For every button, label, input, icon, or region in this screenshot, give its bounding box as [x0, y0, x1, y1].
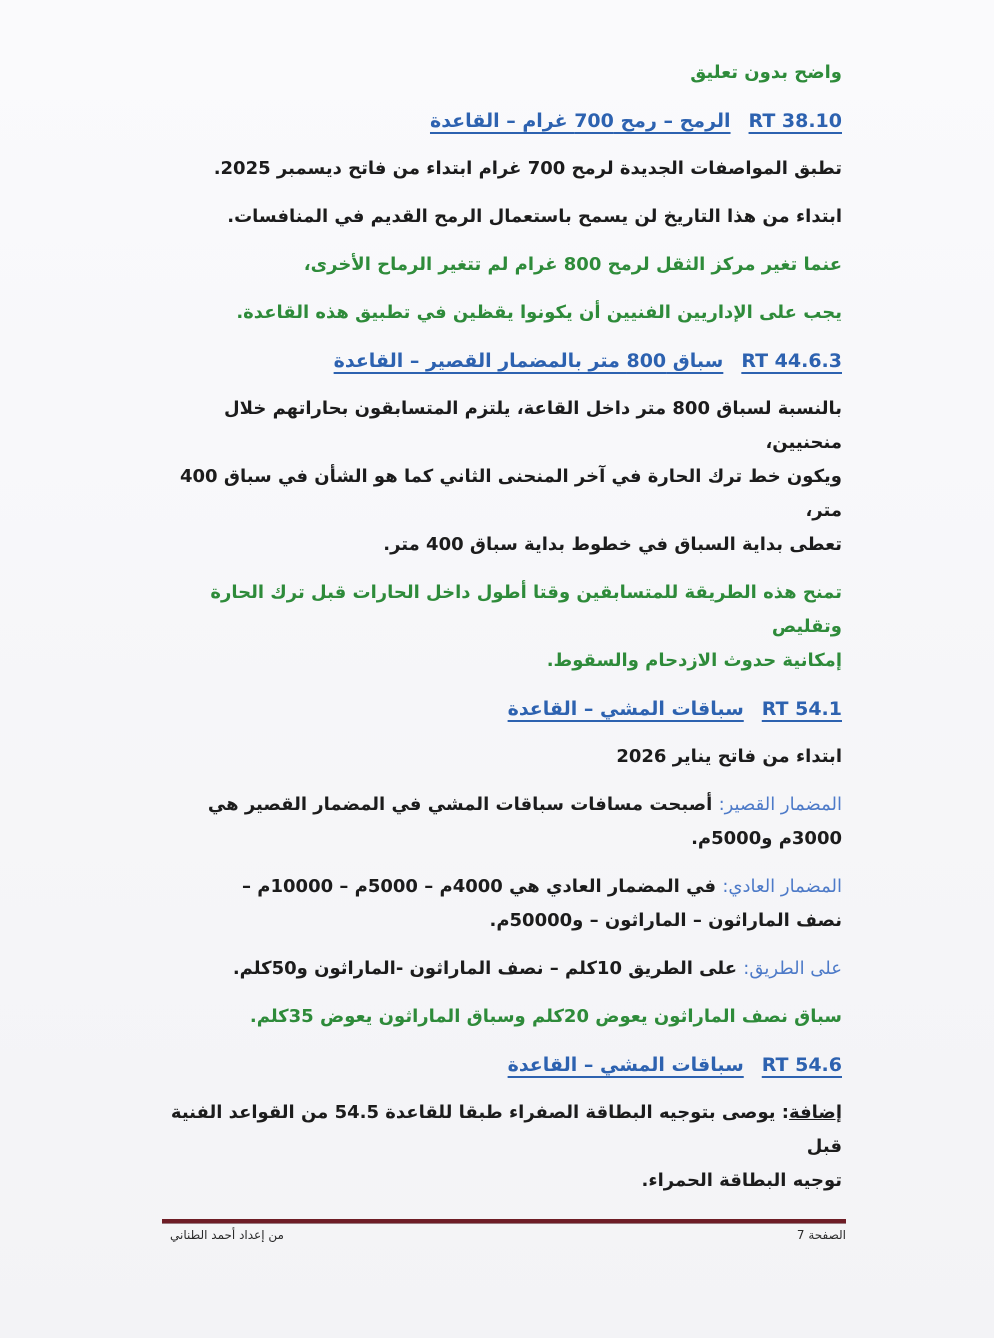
note-line: عنما تغير مركز الثقل لرمح 800 غرام لم تتغير الرماح الأخرى، [303, 254, 842, 275]
heading-title: الرمح – رمح 700 غرام – القاعدة [429, 110, 731, 132]
heading-title: سباق 800 متر بالمضمار القصير – القاعدة [333, 350, 724, 372]
start-date-line: ابتداء من فاتح يناير 2026 [616, 746, 842, 767]
paragraph: تعطى بداية السباق في خطوط بداية سباق 400 متر. [383, 534, 842, 555]
addition-label: إضافة [788, 1102, 842, 1123]
normal-track-line [160, 870, 842, 904]
heading-code: RT 54.1 [761, 698, 842, 720]
note-line: يجب على الإداريين الفنيين أن يكونوا يقظين في تطبيق هذه القاعدة. [236, 302, 842, 323]
author-credit: من إعداد أحمد الطناني [170, 1228, 284, 1242]
heading-code: RT 44.6.3 [741, 350, 842, 372]
normal-track-text: في المضمار العادي هي 4000م – 5000م – 10000م – [242, 876, 717, 897]
section-heading-rt-54-1 [160, 692, 842, 726]
page-footer [162, 1228, 846, 1248]
heading-code: RT 54.6 [761, 1054, 842, 1076]
paragraph: 3000م و5000م. [691, 828, 842, 849]
road-line [160, 952, 842, 986]
note-line: تمنح هذه الطريقة للمتسابقين وقتا أطول داخل الحارات قبل ترك الحارة وتقليص [210, 582, 842, 637]
road-text: على الطريق 10كلم – نصف الماراثون -الماراثون و50كلم. [232, 958, 738, 979]
page-number: الصفحة 7 [796, 1228, 846, 1242]
addition-text: : يوصى بتوجيه البطاقة الصفراء طبقا للقاعدة 54.5 من القواعد الفنية قبل [170, 1102, 842, 1157]
heading-title: سباقات المشي – القاعدة [507, 698, 744, 720]
paragraph: توجيه البطاقة الحمراء. [641, 1170, 842, 1191]
page-content [160, 56, 842, 1198]
short-track-line [160, 788, 842, 822]
note-line: إمكانية حدوث الازدحام والسقوط. [546, 650, 842, 671]
paragraph: ويكون خط ترك الحارة في آخر المنحنى الثاني كما هو الشأن في سباق 400 متر، [180, 466, 842, 521]
paragraph: بالنسبة لسباق 800 متر داخل القاعة، يلتزم المتسابقون بحاراتهم خلال منحنيين، [224, 398, 842, 453]
heading-title: سباقات المشي – القاعدة [507, 1054, 744, 1076]
intro-line: واضح بدون تعليق [690, 62, 842, 83]
note-line: سباق نصف الماراثون يعوض 20كلم وسباق الماراثون يعوض 35كلم. [249, 1006, 842, 1027]
addition-line [160, 1096, 842, 1164]
heading-code: RT 38.10 [748, 110, 842, 132]
section-heading-rt-44-6-3 [160, 344, 842, 378]
footer-divider [162, 1219, 846, 1224]
section-heading-rt-38-10 [160, 104, 842, 138]
paragraph: ابتداء من هذا التاريخ لن يسمح باستعمال الرمح القديم في المنافسات. [227, 206, 842, 227]
normal-track-label: المضمار العادي: [722, 876, 842, 897]
paragraph: نصف الماراثون – الماراثون – و50000م. [489, 910, 842, 931]
road-label: على الطريق: [743, 958, 842, 979]
short-track-label: المضمار القصير: [718, 794, 842, 815]
paragraph: تطبق المواصفات الجديدة لرمح 700 غرام ابتداء من فاتح ديسمبر 2025. [213, 158, 842, 179]
section-heading-rt-54-6 [160, 1048, 842, 1082]
short-track-text: أصبحت مسافات سباقات المشي في المضمار القصير هي [207, 794, 713, 815]
